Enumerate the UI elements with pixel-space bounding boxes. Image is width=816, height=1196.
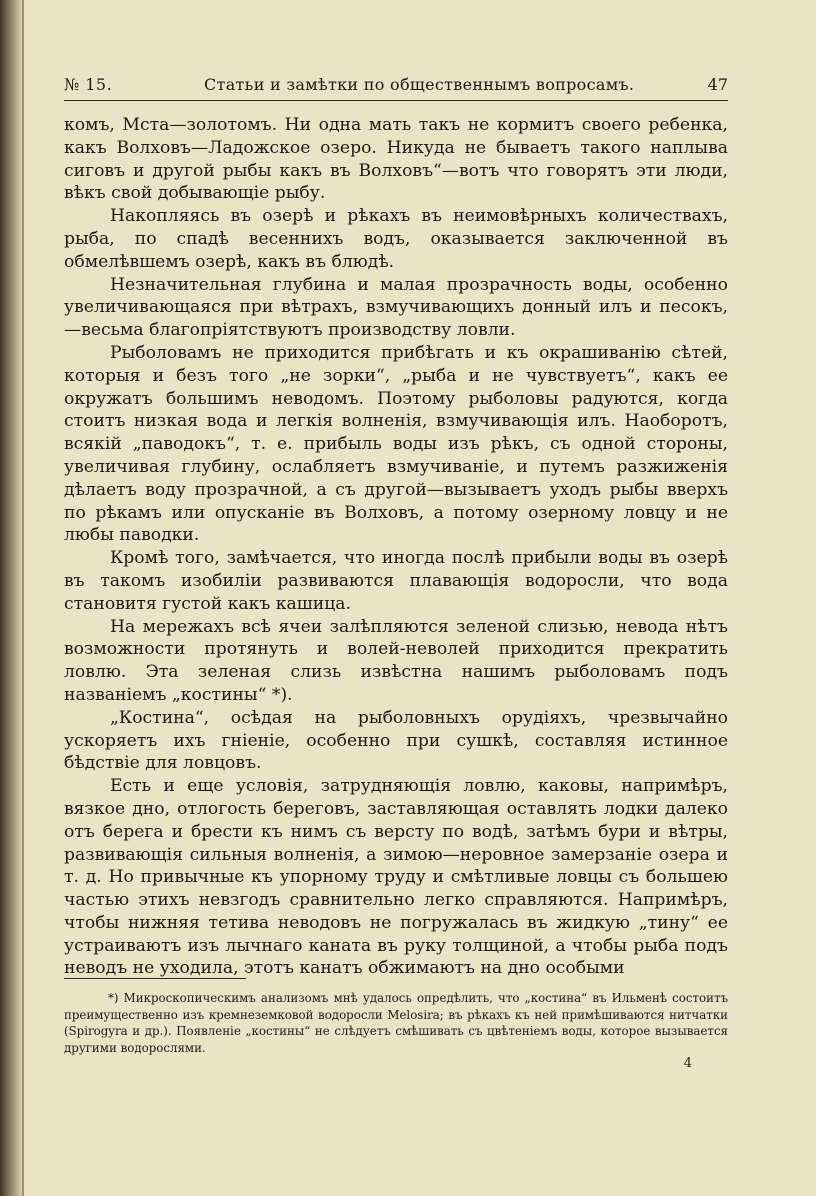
paragraph: комъ, Мста—золотомъ. Ни одна мать такъ не кормитъ своего ребенка, какъ Волховъ—Ладожское озеро. Никуда не бываетъ такого наплыва сиговъ и другой рыбы какъ въ Волховъ“—вотъ что говорятъ эти люди, вѣкъ свой добывающіе рыбу. xyxy=(64,115,728,204)
footnote-rule xyxy=(64,978,246,979)
running-header xyxy=(64,74,728,96)
page-number: 47 xyxy=(707,75,728,94)
paragraph: Кромѣ того, замѣчается, что иногда послѣ прибыли воды въ озерѣ въ такомъ изобиліи развиваются плавающія водоросли, что вода становитя густой какъ кашица. xyxy=(64,548,728,614)
paragraph: На мережахъ всѣ ячеи залѣпляются зеленой слизью, невода нѣтъ возможности протянуть и волей-неволей приходится прекратить ловлю. Эта зеленая слизь извѣстна нашимъ рыболовамъ подъ названіемъ „костины“ *). xyxy=(64,616,728,705)
footnote-text: *) Микроскопическимъ анализомъ мнѣ удалось опредѣлить, что „костина“ въ Ильменѣ состоитъ преимущественно изъ кремнеземковой водоросли Melosira; въ рѣкахъ къ ней примѣшиваются нитчатки (Spirogyra и др.). Появленіе „костины“ не слѣдуетъ смѣшивать съ цвѣтеніемъ воды, которое вызывается другими водорослями. xyxy=(64,991,728,1055)
paragraph: Незначительная глубина и малая прозрачность воды, особенно увеличивающаяся при вѣтрахъ, взмучивающихъ донный илъ и песокъ,—весьма благопріятствуютъ производству ловли. xyxy=(64,274,728,341)
paragraph: Накопляясь въ озерѣ и рѣкахъ въ неимовѣрныхъ количествахъ, рыба, по спадѣ весеннихъ водъ, оказывается заключенной въ обмелѣвшемъ озерѣ, какъ въ блюдѣ. xyxy=(64,206,728,272)
paragraph: Есть и еще условія, затрудняющія ловлю, каковы, напримѣръ, вязкое дно, отлогость береговъ, заставляющая оставлять лодки далеко отъ берега и брести къ нимъ съ версту по водѣ, затѣмъ бури и вѣтры, развивающія сильныя волненія, а зимою—неровное замерзаніе озера и т. д. Но привычные къ упорному труду и смѣтливые ловцы съ большею частью этихъ невзгодъ сравнительно легко справляются. Напримѣръ, чтобы нижняя тетива неводовъ не погружалась въ жидкую „тину“ ее устраиваютъ изъ лычнаго каната въ руку толщиной, а чтобы рыба подъ неводъ не уходила, этотъ канатъ обжимаютъ на дно особыми xyxy=(64,776,728,979)
issue-number: № 15. xyxy=(64,75,113,94)
body-text xyxy=(64,114,728,980)
binding-edge xyxy=(22,0,24,1196)
paragraph: „Костина“, осѣдая на рыболовныхъ орудіяхъ, чрезвычайно ускоряетъ ихъ гніеніе, особенно при сушкѣ, составляя истинное бѣдствіе для ловцовъ. xyxy=(64,707,728,774)
binding-gutter xyxy=(0,0,22,1196)
running-title: Статьи и замѣтки по общественнымъ вопросамъ. xyxy=(204,75,635,94)
printer-signature: 4 xyxy=(683,1056,692,1071)
footnote xyxy=(64,990,728,1056)
header-rule xyxy=(64,100,728,101)
paragraph: Рыболовамъ не приходится прибѣгать и къ окрашиванію сѣтей, которыя и безъ того „не зорки“, „рыба и не чувствуетъ“, какъ ее окружатъ большимъ неводомъ. Поэтому рыболовы радуются, когда стоитъ низкая вода и легкія волненія, взмучивающія илъ. Наоборотъ, всякій „паводокъ“, т. е. прибыль воды изъ рѣкъ, съ одной стороны, увеличивая глубину, ослабляетъ взмучиваніе, и путемъ разжиженія дѣлаетъ воду прозрачной, а съ другой—вызываетъ уходъ рыбы вверхъ по рѣкамъ или опусканіе въ Волховъ, а потому озерному ловцу и не любы паводки. xyxy=(64,342,728,546)
